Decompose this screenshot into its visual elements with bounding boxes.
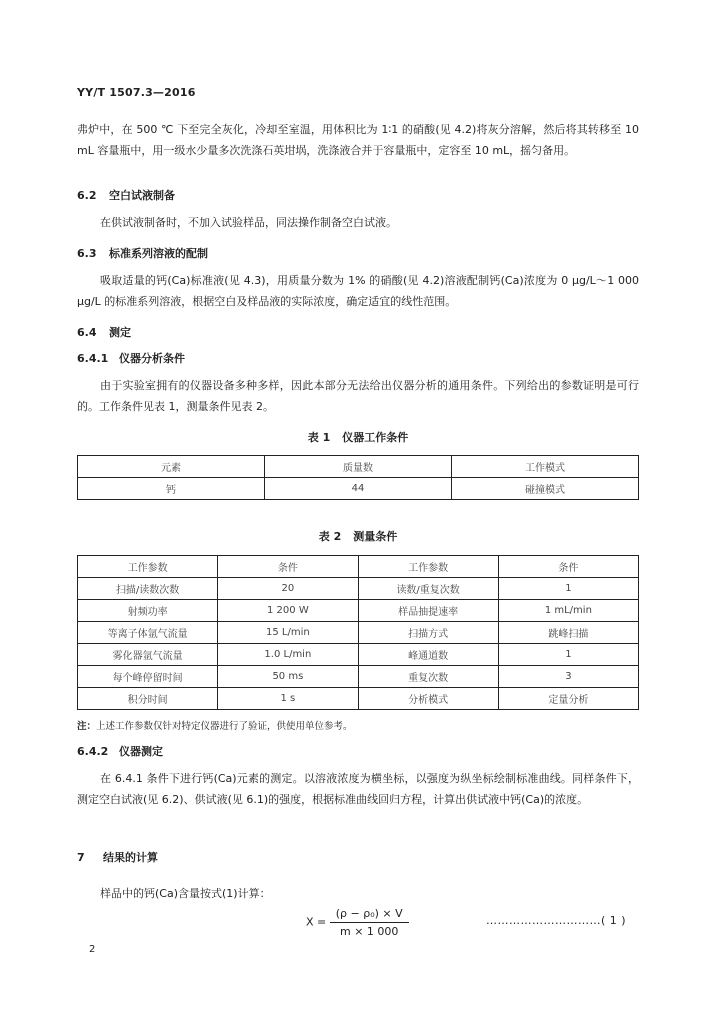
section-6-4-2-heading [77, 743, 163, 759]
table-cell: 雾化器氩气流量 [78, 644, 218, 666]
section-number: 6.4 [77, 326, 97, 339]
formula-1 [306, 907, 409, 938]
table-header-cell: 元素 [78, 456, 265, 478]
formula-numerator: (ρ − ρ₀) × V [330, 907, 409, 923]
table-note [77, 718, 353, 732]
table-row [78, 644, 639, 666]
table-header-cell: 工作参数 [78, 556, 218, 578]
intro-paragraph: 弗炉中，在 500 ℃ 下至完全灰化，冷却至室温，用体积比为 1∶1 的硝酸(见 4.2)将灰分溶解，然后将其转移至 10 mL 容量瓶中，用一级水少量多次洗涤石英坩埚，洗涤液合并于容量瓶中，定容至 10 mL，摇匀备用。 [77, 123, 639, 157]
table-cell: 扫描方式 [358, 622, 498, 644]
section-number: 6.4.2 [77, 745, 109, 758]
formula-number [486, 914, 626, 927]
section-6-4-1-text: 由于实验室拥有的仪器设备多种多样，因此本部分无法给出仪器分析的通用条件。下列给出的参数证明是可行的。工作条件见表 1，测量条件见表 2。 [77, 379, 639, 413]
table-cell: 1 200 W [218, 600, 358, 622]
formula-fraction [330, 907, 409, 938]
section-6-3-text: 吸取适量的钙(Ca)标准液(见 4.3)，用质量分数为 1% 的硝酸(见 4.2)溶液配制钙(Ca)浓度为 0 μg/L～1 000 μg/L 的标准系列溶液，根据空白及样品液的实际浓度，确定适宜的线性范围。 [77, 274, 639, 308]
table-row [78, 666, 639, 688]
table-title: 仪器工作条件 [342, 431, 409, 444]
section-number: 7 [77, 851, 85, 864]
section-title: 仪器分析条件 [119, 352, 185, 365]
table-cell: 峰通道数 [358, 644, 498, 666]
page-number: 2 [89, 944, 96, 955]
section-6-3-heading [77, 245, 208, 261]
table-row [78, 688, 639, 710]
table-cell: 重复次数 [358, 666, 498, 688]
section-title: 标准系列溶液的配制 [109, 247, 208, 260]
table-header-cell: 条件 [498, 556, 638, 578]
table-header-cell: 质量数 [265, 456, 452, 478]
table-cell: 钙 [78, 478, 265, 500]
table-cell: 3 [498, 666, 638, 688]
table-cell: 积分时间 [78, 688, 218, 710]
table-header-row [78, 556, 639, 578]
note-text: 上述工作参数仅针对特定仪器进行了验证，供使用单位参考。 [96, 721, 353, 732]
table-cell: 碰撞模式 [452, 478, 639, 500]
table-row [78, 478, 639, 500]
table-cell: 跳峰扫描 [498, 622, 638, 644]
table-cell: 定量分析 [498, 688, 638, 710]
calc-intro: 样品中的钙(Ca)含量按式(1)计算： [100, 887, 271, 900]
table-cell: 分析模式 [358, 688, 498, 710]
table-cell: 50 ms [218, 666, 358, 688]
section-6-2-text: 在供试液制备时，不加入试验样品，同法操作制备空白试液。 [100, 216, 397, 229]
section-title: 测定 [109, 326, 131, 339]
table-cell: 射频功率 [78, 600, 218, 622]
section-number: 6.4.1 [77, 352, 109, 365]
section-number: 6.2 [77, 189, 97, 202]
table-row [78, 600, 639, 622]
table-cell: 扫描/读数次数 [78, 578, 218, 600]
table-cell: 1 [498, 578, 638, 600]
section-title: 结果的计算 [103, 851, 158, 864]
formula-leader-dots: ………………………… [486, 914, 601, 927]
table-header-row [78, 456, 639, 478]
table-number: 表 1 [307, 431, 331, 444]
table-header-cell: 工作参数 [358, 556, 498, 578]
table-cell: 44 [265, 478, 452, 500]
table-row [78, 622, 639, 644]
table-2-caption [77, 528, 639, 544]
formula-equation-number: ( 1 ) [601, 914, 627, 927]
table-title: 测量条件 [353, 530, 398, 543]
table-cell: 1 s [218, 688, 358, 710]
note-label: 注： [77, 721, 97, 732]
table-header-cell: 工作模式 [452, 456, 639, 478]
section-6-4-2-text: 在 6.4.1 条件下进行钙(Ca)元素的测定。以溶液浓度为横坐标，以强度为纵坐标绘制标准曲线。同样条件下，测定空白试液(见 6.2)、供试液(见 6.1)的强度，根据标准曲线回归方程，计算出供试液中钙(Ca)的浓度。 [77, 772, 639, 806]
table-cell: 15 L/min [218, 622, 358, 644]
section-title: 仪器测定 [119, 745, 163, 758]
section-6-4-heading [77, 324, 131, 340]
table-header-cell: 条件 [218, 556, 358, 578]
table-cell: 20 [218, 578, 358, 600]
formula-lhs: X = [306, 915, 327, 929]
section-6-4-1-heading [77, 350, 185, 366]
section-6-2-heading [77, 187, 175, 203]
table-2 [77, 555, 639, 710]
table-cell: 每个峰停留时间 [78, 666, 218, 688]
table-cell: 1 [498, 644, 638, 666]
table-1-caption [77, 429, 639, 445]
formula-denominator: m × 1 000 [339, 925, 399, 938]
table-cell: 等离子体氩气流量 [78, 622, 218, 644]
table-row [78, 578, 639, 600]
table-number: 表 2 [318, 530, 342, 543]
standard-code: YY/T 1507.3—2016 [77, 86, 196, 99]
section-title: 空白试液制备 [109, 189, 175, 202]
table-cell: 1.0 L/min [218, 644, 358, 666]
table-cell: 样品抽提速率 [358, 600, 498, 622]
table-cell: 读数/重复次数 [358, 578, 498, 600]
table-1 [77, 455, 639, 500]
section-7-heading [77, 849, 158, 865]
section-number: 6.3 [77, 247, 97, 260]
table-cell: 1 mL/min [498, 600, 638, 622]
